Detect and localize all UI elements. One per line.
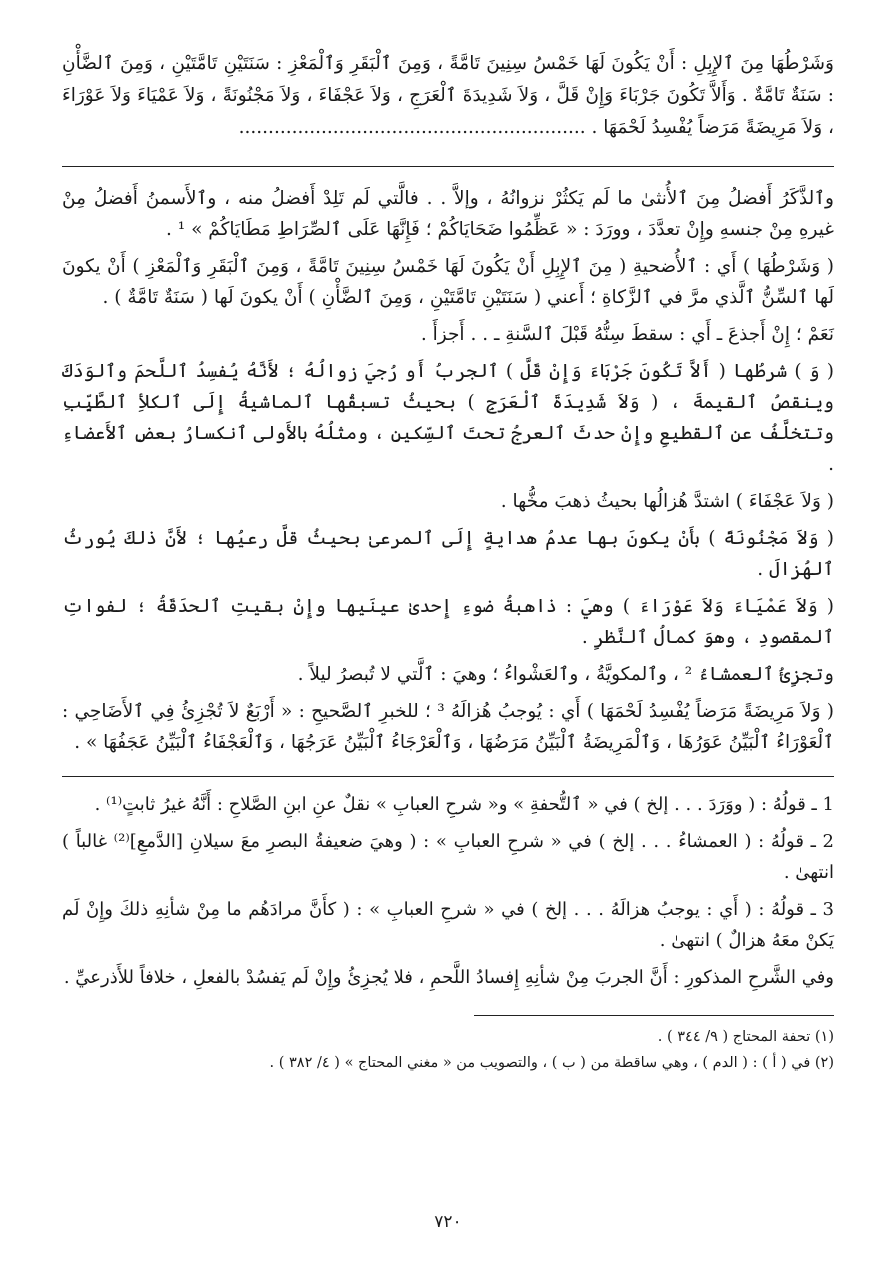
sharh-paragraph: ( وَلاَ عَجْفَاءَ ) اشتدَّ هُزالُها بحيثُ ذهبَ مخُّها . [500,491,834,512]
matn-paragraph [62,48,834,144]
footnote-separator [474,1015,834,1016]
sharh-paragraph: ( وَشَرْطُهَا ) أَي : ٱلأُضحيةِ ( مِنَ ٱلإِبِلِ أَنْ يَكُونَ لَهَا خَمْسُ سِنِينَ تَامَّةً ، وَمِنَ ٱلْبَقَرِ وَٱلْمَعْزِ ) أَنْ يكونَ لَها ٱلسِّنُّ ٱلَّذي مرَّ في ٱلزَّكاةِ ؛ أَعني ( سَنَتَيْنِ تَامَّتَيْنِ ، وَمِنَ ٱلضَّأْنِ ) أَنْ يكونَ لَها ( سَنَةٌ تَامَّةٌ ) . [62,256,834,308]
matn-dots: ........................................................... [238,117,586,138]
notes-separator [62,776,834,777]
sharh-paragraph: ( وَلاَ عَمْيَاءَ وَلاَ عَوْرَاءَ ) وهيَ : ذاهبةُ ضوءِ إِحدىٰ عينَيها وإِنْ بقيتِ ٱلحدَقَةُ ؛ لفواتِ ٱلمقصودِ ، وهوَ كمالُ ٱلنَّظرِ . [62,596,834,648]
note-item: 1 ـ قولُهُ : ( ووَرَدَ . . . إلخ ) في « ٱلتُّحفةِ » و« شرحِ العبابِ » نقلٌ عنِ ابنِ الصَّلاحِ : أَنَّهُ غيرُ ثابتٍ⁽¹⁾ . [94,794,834,815]
sharh-paragraph: وٱلذَّكَرُ أَفضلُ مِنَ ٱلأُنثىٰ ما لَم يَكثُرْ نزوانُهُ ، وإلاَّ . . فالَّتي لَم تَلِدْ أَفضلُ منه ، وٱلأَسمنُ أَفضلُ مِنْ غيرهِ مِنْ جنسهِ وإِنْ تعدَّدَ ، وورَدَ : « عَظِّمُوا ضَحَايَاكُمْ ؛ فَإِنَّهَا عَلَى ٱلصِّرَاطِ مَطَايَاكُمْ » ¹ . [62,188,834,240]
note-item: وفي الشَّرحِ المذكورِ : أَنَّ الجربَ مِنْ شأنِهِ إِفسادُ اللَّحمِ ، فلا يُجزِئُ وإِنْ لَم يَفسُدْ بالفعلِ ، خلافاً للأَذرعيِّ . [63,967,834,988]
matn-text: وَشَرْطُهَا مِنَ ٱلإِبِلِ : أَنْ يَكُونَ لَهَا خَمْسُ سِنِينَ تَامَّةً ، وَمِنَ ٱلْبَقَرِ وَٱلْمَعْزِ : سَنَتَيْنِ تَامَّتَيْنِ ، وَمِنَ ٱلضَّأْنِ : سَنَةٌ تَامَّةٌ . وَأَلاَّ تَكُونَ جَرْبَاءَ وَإِنْ قَلَّ ، وَلاَ شَدِيدَةَ ٱلْعَرَجِ ، وَلاَ عَجْفَاءَ ، وَلاَ مَجْنُونَةً ، وَلاَ عَمْيَاءَ وَلاَ عَوْرَاءَ ، وَلاَ مَرِيضَةً مَرَضاً يُفْسِدُ لَحْمَهَا . [62,53,834,138]
sharh-paragraph: ( وَ ) شرطُها ( أَلاَّ تَكُونَ جَرْبَاءَ وَإِنْ قَلَّ ) ٱلجربُ أَو رُجيَ زوالُهُ ؛ لأَنَّهُ يُفسِدُ ٱللَّحمَ وٱلوَدَكَ وينقصُ ٱلقيمةَ ، ( وَلاَ شَدِيدَةَ ٱلْعَرَجِ ) بحيثُ تسبقُها ٱلماشيةُ إِلَى ٱلكلأِ ٱلطَّيِّبِ وتتخلَّفُ عنِ ٱلقطيعِ وإِنْ حدثَ ٱلعرجُ تحتَ ٱلسِّكينِ ، ومثلُهُ بالأَولى ٱنكسارُ بعضِ ٱلأَعضاءِ . [62,361,834,475]
sharh-paragraph: وتجزِئُ ٱلعمشاءُ ² ، وٱلمكويَّةُ ، وٱلعَشْواءُ ؛ وهيَ : ٱلَّتي لا تُبصرُ ليلاً . [297,664,834,685]
sharh-paragraph: ( وَلاَ مَجْنُونَةً ) بأَنْ يكونَ بها عدمُ هدايةٍ إِلَى ٱلمرعىٰ بحيثُ قلَّ رعيُها ؛ لأَنَّ ذلكَ يُورثُ ٱلهُزالَ . [62,528,834,580]
footnotes-section [62,1024,834,1076]
note-item: 3 ـ قولُهُ : ( أَي : يوجبُ هزالَهُ . . . إلخ ) في « شرحِ العبابِ » : ( كأَنَّ مرادَهُم ما مِنْ شأنِهِ ذلكَ وإِنْ لَم يَكنْ معَهُ هزالٌ ) انتهىٰ . [62,899,834,951]
footnote-item: (٢) في ( أ ) : ( الدم ) ، وهي ساقطة من ( ب ) ، والتصويب من « مغني المحتاج » ( ٤/ ٣٨٢ ) . [269,1055,834,1071]
matn-separator [62,166,834,167]
sharh-section [62,183,834,758]
sharh-paragraph: نَعَمْ ؛ إِنْ أَجذعَ ـ أَي : سقطَ سِنُّهُ قَبْلَ ٱلسَّنةِ ـ . . أَجزأَ . [420,324,834,345]
sharh-paragraph: ( وَلاَ مَرِيضَةً مَرَضاً يُفْسِدُ لَحْمَهَا ) أَي : يُوجبُ هُزالَهُ ³ ؛ للخبرِ ٱلصَّحيحِ : « أَرْبَعٌ لاَ تُجْزِئُ فِي ٱلأَضَاحِي : ٱلْعَوْرَاءُ ٱلْبَيِّنُ عَوَرُهَا ، وَٱلْمَرِيضَةُ ٱلْبَيِّنُ مَرَضُهَا ، وَٱلْعَرْجَاءُ ٱلْبَيِّنُ عَرَجُهَا ، وَٱلْعَجْفَاءُ ٱلْبَيِّنُ عَجَفُهَا » . [62,701,834,753]
notes-section [62,789,834,993]
note-item: 2 ـ قولُهُ : ( العمشاءُ . . . إلخ ) في « شرحِ العبابِ » : ( وهيَ ضعيفةُ البصرِ معَ سيلانِ [الدَّمعِ]⁽²⁾ غالباً ) انتهىٰ . [62,831,834,883]
footnote-item: (١) تحفة المحتاج ( ٩/ ٣٤٤ ) . [657,1029,834,1045]
page-number: ٧٢٠ [434,1212,462,1232]
